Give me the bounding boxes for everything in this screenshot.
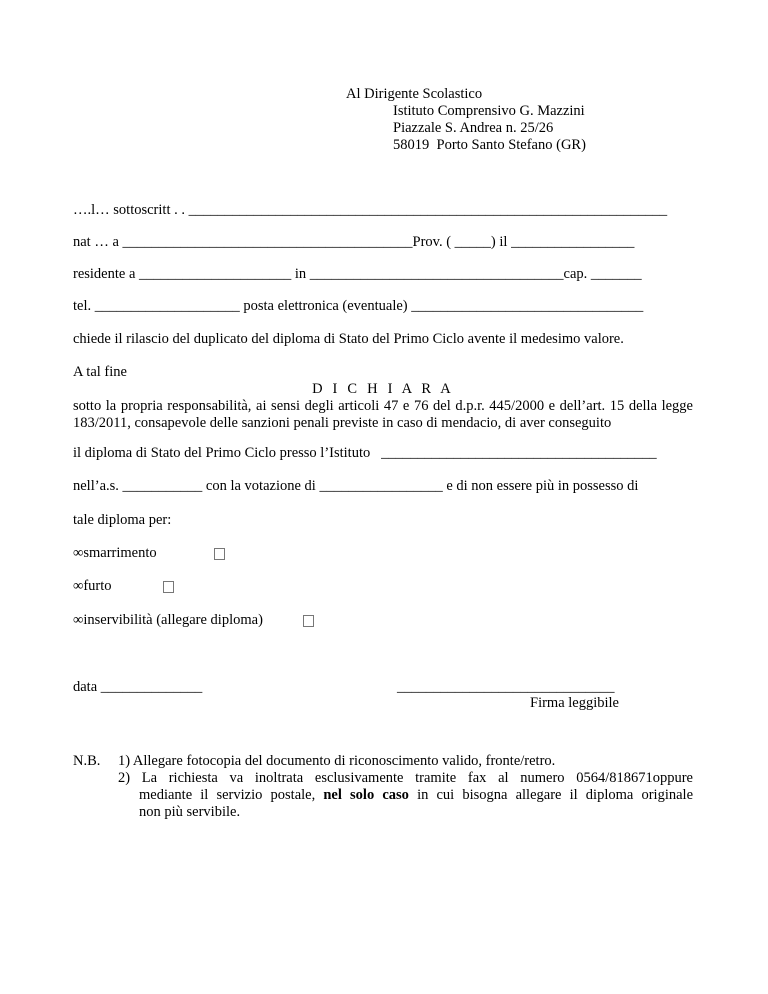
- note-item-2-text: mediante il servizio postale,: [139, 787, 324, 803]
- recipient-address: Piazzale S. Andrea n. 25/26: [393, 120, 554, 136]
- note-item-2: 2) La richiesta va inoltrata esclusivamente tramite fax al numero 0564/818671oppure: [118, 770, 693, 786]
- checkbox-inservibilita[interactable]: [303, 615, 314, 627]
- declaration-paragraph: sotto la propria responsabilità, ai sensi degli articoli 47 e 76 del d.p.r. 445/2000 e dell’art. 15 della legge 183/2011, consapevole delle sanzioni penali previste in caso di mendacio, di aver conseguito: [73, 398, 693, 431]
- checkbox-smarrimento[interactable]: [214, 548, 225, 560]
- recipient-title: Al Dirigente Scolastico: [346, 86, 483, 102]
- request-text: chiede il rilascio del duplicato del diploma di Stato del Primo Ciclo avente il medesimo valore.: [73, 331, 624, 347]
- field-anno-votazione[interactable]: nell’a.s. ___________ con la votazione di _________________ e di non essere più in possesso di: [73, 478, 639, 494]
- recipient-school: Istituto Comprensivo G. Mazzini: [393, 103, 585, 119]
- field-nascita[interactable]: nat … a ________________________________________Prov. ( _____) il _________________: [73, 234, 635, 250]
- dichiara-heading: D I C H I A R A: [312, 381, 454, 397]
- note-item-2-last: non più servibile.: [139, 804, 241, 820]
- checkbox-furto[interactable]: [163, 581, 174, 593]
- note-item-1: 1) Allegare fotocopia del documento di riconoscimento valido, fronte/retro.: [118, 753, 556, 769]
- note-item-2-cont: [139, 787, 693, 804]
- field-istituto[interactable]: il diploma di Stato del Primo Ciclo presso l’Istituto ______________________________________: [73, 445, 657, 461]
- signature-line[interactable]: ______________________________: [397, 679, 615, 695]
- note-item-2-bold: nel solo caso: [323, 787, 409, 803]
- field-residenza[interactable]: residente a _____________________ in ___________________________________cap. _______: [73, 266, 642, 282]
- field-contatti[interactable]: tel. ____________________ posta elettronica (eventuale) ________________________________: [73, 298, 644, 314]
- nb-label: N.B.: [73, 753, 101, 769]
- field-data[interactable]: data ______________: [73, 679, 203, 695]
- note-item-2-text-end: in cui bisogna allegare il diploma originale: [408, 787, 693, 803]
- tale-diploma: tale diploma per:: [73, 512, 172, 528]
- a-tal-fine: A tal fine: [73, 364, 127, 380]
- option-inservibilita-label: ∞inservibilità (allegare diploma): [73, 612, 263, 628]
- signature-caption: Firma leggibile: [530, 695, 619, 711]
- recipient-city: 58019 Porto Santo Stefano (GR): [393, 137, 586, 153]
- field-sottoscritto[interactable]: ….l… sottoscritt . . __________________________________________________________________: [73, 202, 668, 218]
- option-furto-label: ∞furto: [73, 578, 112, 594]
- option-smarrimento-label: ∞smarrimento: [73, 545, 157, 561]
